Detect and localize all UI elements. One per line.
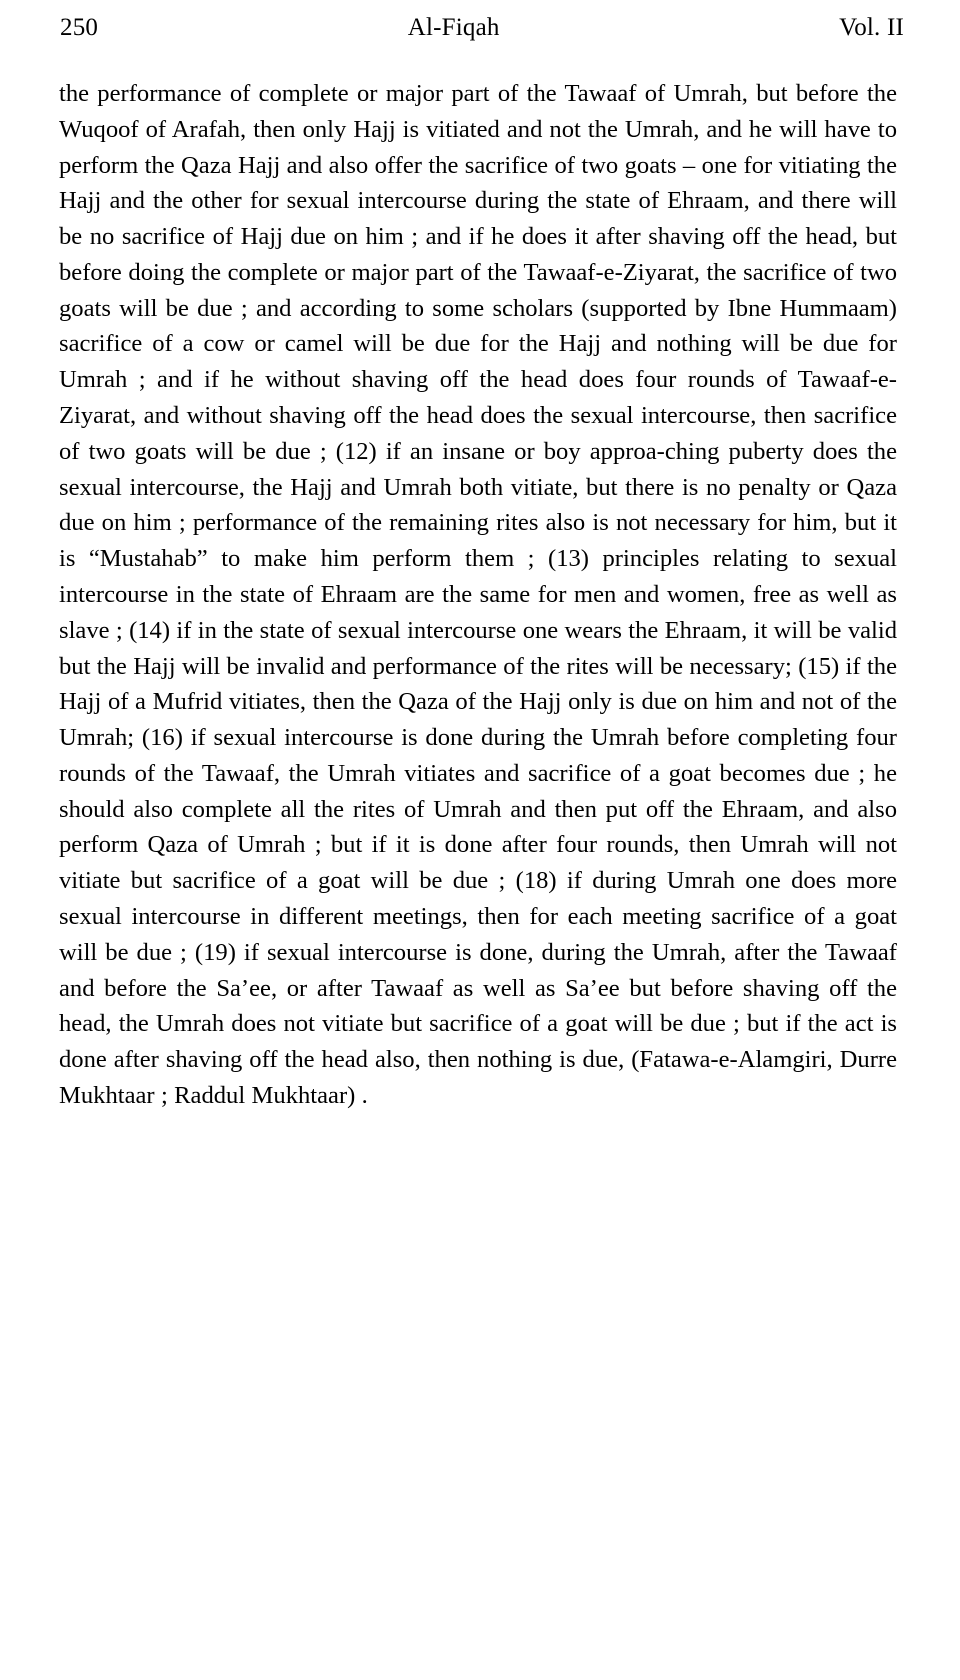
book-title: Al-Fiqah: [407, 14, 500, 41]
body-text: [59, 76, 897, 1114]
page-number: 250: [60, 14, 99, 41]
page-header: [0, 0, 960, 42]
body-paragraph: the performance of complete or major part of the Tawaaf of Umrah, but before the Wuqoof of Arafah, then only Hajj is vitiated and not the Umrah, and he will have to perform the Qaza Hajj and also offer the sacrifice of two goats – one for vitiating the Hajj and the other for sexual intercourse during the state of Ehraam, and there will be no sacrifice of Hajj due on him ; and if he does it after shaving off the head, but before doing the complete or major part of the Tawaaf-e-Ziyarat, the sacrifice of two goats will be due ; and according to some scholars (supported by Ibne Hummaam) sacrifice of a cow or camel will be due for the Hajj and nothing will be due for Umrah ; and if he without shaving off the head does four rounds of Tawaaf-e-Ziyarat, and without shaving off the head does the sexual intercourse, then sacrifice of two goats will be due ; (12) if an insane or boy approa-ching puberty does the sexual intercourse, the Hajj and Umrah both vitiate, but there is no penalty or Qaza due on him ; performance of the remaining rites also is not necessary for him, but it is “Mustahab” to make him perform them ; (13) principles relating to sexual intercourse in the state of Ehraam are the same for men and women, free as well as slave ; (14) if in the state of sexual intercourse one wears the Ehraam, it will be valid but the Hajj will be invalid and performance of the rites will be necessary; (15) if the Hajj of a Mufrid vitiates, then the Qaza of the Hajj only is due on him and not of the Umrah; (16) if sexual intercourse is done during the Umrah before completing four rounds of the Tawaaf, the Umrah vitiates and sacrifice of a goat becomes due ; he should also complete all the rites of Umrah and then put off the Ehraam, and also perform Qaza of Umrah ; but if it is done after four rounds, then Umrah will not vitiate but sacrifice of a goat will be due ; (18) if during Umrah one does more sexual intercourse in different meetings, then for each meeting sacrifice of a goat will be due ; (19) if sexual intercourse is done, during the Umrah, after the Tawaaf and before the Sa’ee, or after Tawaaf as well as Sa’ee but before shaving off the head, the Umrah does not vitiate but sacrifice of a goat will be due ; but if the act is done after shaving off the head also, then nothing is due, (Fatawa-e-Alamgiri, Durre Mukhtaar ; Raddul Mukhtaar) .: [59, 80, 897, 1109]
volume-label: Vol. II: [839, 14, 904, 41]
